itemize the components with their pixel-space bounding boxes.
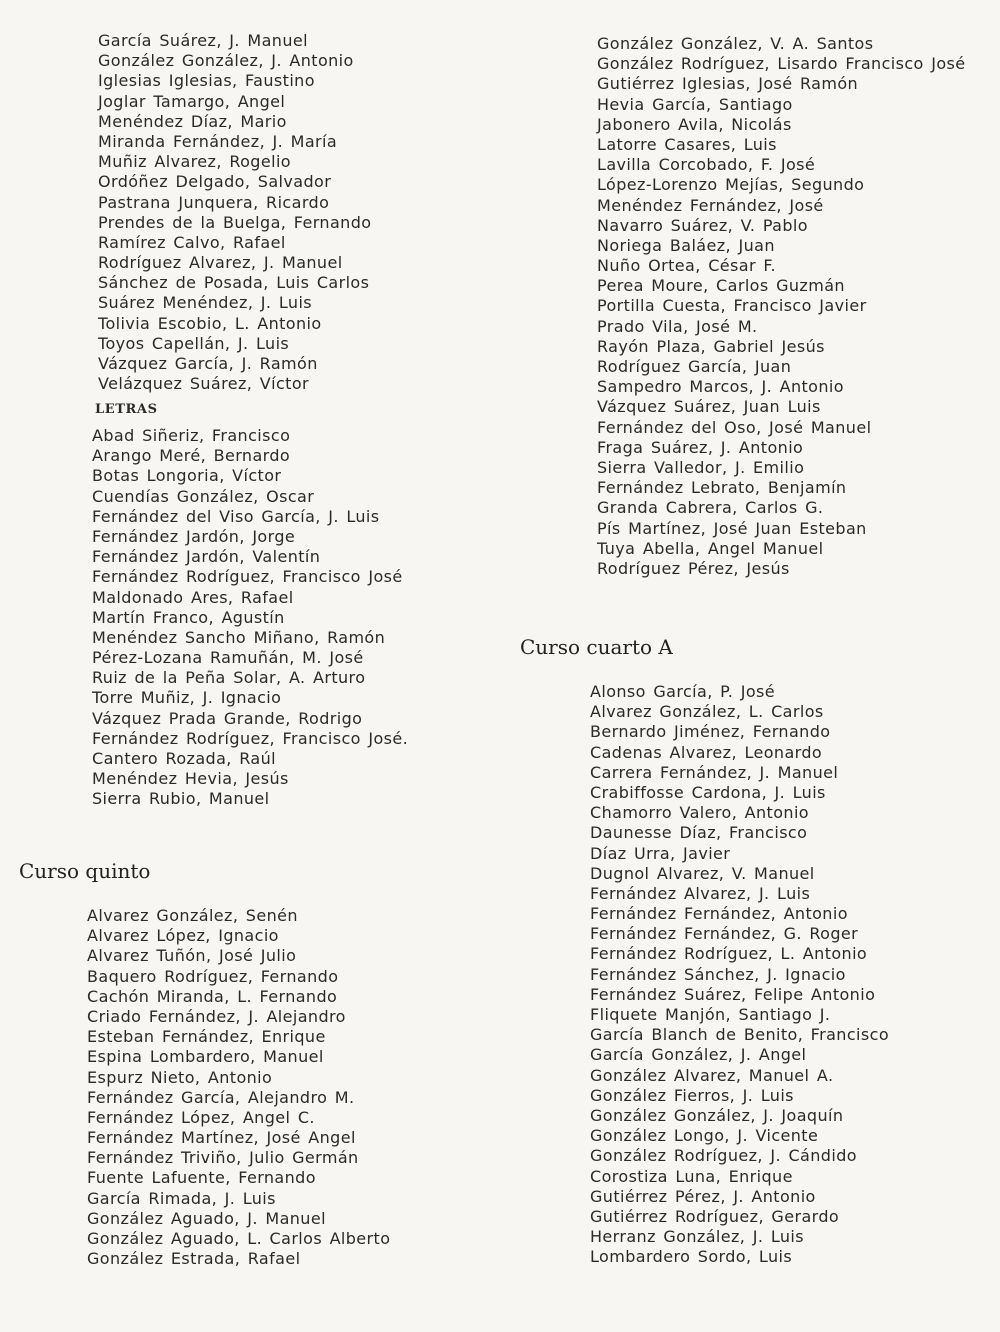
list-item: Alonso García, P. José bbox=[590, 682, 775, 701]
list-item: López-Lorenzo Mejías, Segundo bbox=[597, 175, 865, 195]
list-item: Fernández Suárez, Felipe Antonio bbox=[590, 984, 876, 1004]
list-item: Sampedro Marcos, J. Antonio bbox=[597, 377, 844, 397]
list-item: González González, J. Joaquín bbox=[590, 1105, 844, 1125]
list-item: Alvarez González, Senén bbox=[87, 906, 298, 925]
left-continued-list bbox=[98, 31, 371, 394]
list-item: Fernández Martínez, José Angel bbox=[87, 1128, 356, 1148]
right-continued-list bbox=[597, 34, 966, 579]
list-item: Menéndez Fernández, José bbox=[597, 195, 824, 215]
list-item: Espurz Nieto, Antonio bbox=[87, 1067, 273, 1087]
list-item: Tuya Abella, Angel Manuel bbox=[597, 538, 824, 558]
list-item: Fernández Triviño, Julio Germán bbox=[87, 1148, 359, 1168]
list-item: Rodríguez García, Juan bbox=[597, 357, 792, 376]
list-item: Prado Vila, José M. bbox=[597, 316, 758, 336]
list-item: Esteban Fernández, Enrique bbox=[87, 1027, 326, 1047]
list-item: Fernández Rodríguez, Francisco José bbox=[92, 567, 403, 587]
list-item: Miranda Fernández, J. María bbox=[98, 131, 338, 151]
list-item: Baquero Rodríguez, Fernando bbox=[87, 966, 339, 986]
list-item: Menéndez Sancho Miñano, Ramón bbox=[92, 627, 386, 647]
list-item: Gutiérrez Iglesias, José Ramón bbox=[597, 74, 859, 94]
list-item: Prendes de la Buelga, Fernando bbox=[98, 212, 372, 232]
list-item: Pastrana Junquera, Ricardo bbox=[98, 192, 330, 212]
list-item: Gutiérrez Pérez, J. Antonio bbox=[590, 1186, 816, 1206]
list-item: González Fierros, J. Luis bbox=[590, 1085, 794, 1105]
list-item: Vázquez García, J. Ramón bbox=[98, 354, 318, 373]
list-item: Fernández Alvarez, J. Luis bbox=[590, 883, 811, 903]
list-item: Abad Siñeriz, Francisco bbox=[92, 426, 291, 445]
list-item: González González, J. Antonio bbox=[98, 51, 354, 71]
list-item: Botas Longoria, Víctor bbox=[92, 466, 282, 486]
list-item: Hevia García, Santiago bbox=[597, 94, 793, 114]
list-item: Ramírez Calvo, Rafael bbox=[98, 232, 286, 252]
list-item: Pís Martínez, José Juan Esteban bbox=[597, 518, 867, 538]
list-item: Fernández Sánchez, J. Ignacio bbox=[590, 964, 846, 984]
list-item: Fernández López, Angel C. bbox=[87, 1107, 315, 1127]
list-item: Crabiffosse Cardona, J. Luis bbox=[590, 782, 826, 802]
list-item: Portilla Cuesta, Francisco Javier bbox=[597, 296, 867, 316]
list-item: Fernández García, Alejandro M. bbox=[87, 1087, 355, 1107]
list-item: González González, V. A. Santos bbox=[597, 34, 874, 53]
list-item: Chamorro Valero, Antonio bbox=[590, 803, 809, 823]
list-item: Criado Fernández, J. Alejandro bbox=[87, 1006, 346, 1026]
list-item: Arango Meré, Bernardo bbox=[92, 446, 291, 466]
list-item: Ordóñez Delgado, Salvador bbox=[98, 172, 332, 192]
list-item: Fliquete Manjón, Santiago J. bbox=[590, 1005, 831, 1024]
list-item: Noriega Baláez, Juan bbox=[597, 235, 775, 255]
list-item: González Rodríguez, J. Cándido bbox=[590, 1146, 857, 1166]
list-item: Suárez Menéndez, J. Luis bbox=[98, 293, 313, 313]
list-item: Rayón Plaza, Gabriel Jesús bbox=[597, 336, 825, 356]
list-item: Latorre Casares, Luis bbox=[597, 134, 777, 154]
list-item: Pérez-Lozana Ramuñán, M. José bbox=[92, 648, 364, 668]
list-item: Granda Cabrera, Carlos G. bbox=[597, 498, 824, 518]
list-item: Navarro Suárez, V. Pablo bbox=[597, 215, 808, 235]
list-item: Vázquez Prada Grande, Rodrigo bbox=[92, 708, 363, 728]
list-item: Fernández Lebrato, Benjamín bbox=[597, 478, 847, 498]
list-item: Fernández del Viso García, J. Luis bbox=[92, 506, 380, 526]
list-item: Rodríguez Pérez, Jesús bbox=[597, 558, 790, 578]
list-item: Sierra Valledor, J. Emilio bbox=[597, 457, 805, 477]
list-item: González Longo, J. Vicente bbox=[590, 1126, 819, 1146]
letras-list bbox=[92, 426, 408, 810]
list-item: Herranz González, J. Luis bbox=[590, 1227, 805, 1247]
list-item: Fernández Jardón, Valentín bbox=[92, 547, 321, 567]
list-item: González Rodríguez, Lisardo Francisco José bbox=[597, 54, 966, 74]
list-item: García González, J. Angel bbox=[590, 1045, 807, 1065]
list-item: Fernández Jardón, Jorge bbox=[92, 526, 296, 546]
list-item: Fernández Fernández, Antonio bbox=[590, 904, 848, 924]
list-item: Martín Franco, Agustín bbox=[92, 607, 285, 627]
list-item: Joglar Tamargo, Angel bbox=[98, 91, 286, 111]
list-item: Alvarez Tuñón, José Julio bbox=[87, 946, 297, 966]
list-item: Carrera Fernández, J. Manuel bbox=[590, 762, 839, 782]
list-item: Cuendías González, Oscar bbox=[92, 486, 315, 506]
list-item: Dugnol Alvarez, V. Manuel bbox=[590, 863, 815, 883]
list-item: Cantero Rozada, Raúl bbox=[92, 749, 277, 768]
list-item: García Suárez, J. Manuel bbox=[98, 31, 308, 50]
list-item: Menéndez Díaz, Mario bbox=[98, 111, 287, 131]
curso-cuarto-a-list bbox=[590, 682, 889, 1267]
list-item: Rodríguez Alvarez, J. Manuel bbox=[98, 253, 343, 273]
list-item: Muñiz Alvarez, Rogelio bbox=[98, 152, 291, 172]
list-item: Fuente Lafuente, Fernando bbox=[87, 1168, 316, 1188]
list-item: Jabonero Avila, Nicolás bbox=[597, 114, 792, 134]
list-item: Fernández del Oso, José Manuel bbox=[597, 417, 872, 437]
list-item: Iglesias Iglesias, Faustino bbox=[98, 71, 315, 91]
curso-quinto-list bbox=[87, 906, 390, 1269]
list-item: Torre Muñiz, J. Ignacio bbox=[92, 688, 282, 708]
letras-heading: LETRAS bbox=[95, 402, 158, 417]
list-item: González Alvarez, Manuel A. bbox=[590, 1065, 834, 1085]
list-item: Fernández Rodríguez, L. Antonio bbox=[590, 944, 868, 964]
list-item: Ruiz de la Peña Solar, A. Arturo bbox=[92, 668, 366, 688]
list-item: González Aguado, L. Carlos Alberto bbox=[87, 1229, 391, 1248]
list-item: Velázquez Suárez, Víctor bbox=[98, 374, 309, 394]
list-item: Espina Lombardero, Manuel bbox=[87, 1047, 324, 1067]
list-item: García Blanch de Benito, Francisco bbox=[590, 1025, 890, 1045]
list-item: Toyos Capellán, J. Luis bbox=[98, 333, 290, 353]
list-item: González Aguado, J. Manuel bbox=[87, 1208, 326, 1228]
list-item: Sierra Rubio, Manuel bbox=[92, 789, 270, 809]
list-item: González Estrada, Rafael bbox=[87, 1249, 301, 1269]
curso-cuarto-a-heading: Curso cuarto A bbox=[520, 635, 673, 659]
list-item: Fraga Suárez, J. Antonio bbox=[597, 437, 804, 457]
list-item: Alvarez González, L. Carlos bbox=[590, 702, 824, 722]
list-item: Corostiza Luna, Enrique bbox=[590, 1166, 793, 1186]
list-item: Sánchez de Posada, Luis Carlos bbox=[98, 273, 370, 293]
list-item: Perea Moure, Carlos Guzmán bbox=[597, 276, 845, 296]
list-item: Díaz Urra, Javier bbox=[590, 843, 731, 863]
curso-quinto-heading: Curso quinto bbox=[19, 859, 151, 883]
list-item: Cachón Miranda, L. Fernando bbox=[87, 986, 338, 1006]
list-item: Tolivia Escobio, L. Antonio bbox=[98, 313, 322, 333]
list-item: García Rimada, J. Luis bbox=[87, 1188, 276, 1208]
list-item: Bernardo Jiménez, Fernando bbox=[590, 722, 831, 742]
list-item: Nuño Ortea, César F. bbox=[597, 256, 776, 276]
list-item: Lavilla Corcobado, F. José bbox=[597, 155, 816, 175]
list-item: Alvarez López, Ignacio bbox=[87, 926, 279, 946]
list-item: Maldonado Ares, Rafael bbox=[92, 587, 294, 607]
list-item: Lombardero Sordo, Luis bbox=[590, 1247, 793, 1267]
list-item: Cadenas Alvarez, Leonardo bbox=[590, 742, 823, 762]
list-item: Vázquez Suárez, Juan Luis bbox=[597, 397, 821, 417]
list-item: Daunesse Díaz, Francisco bbox=[590, 823, 808, 843]
list-item: Menéndez Hevia, Jesús bbox=[92, 769, 289, 789]
list-item: Fernández Fernández, G. Roger bbox=[590, 924, 859, 944]
list-item: Gutiérrez Rodríguez, Gerardo bbox=[590, 1206, 840, 1226]
list-item: Fernández Rodríguez, Francisco José. bbox=[92, 728, 409, 748]
